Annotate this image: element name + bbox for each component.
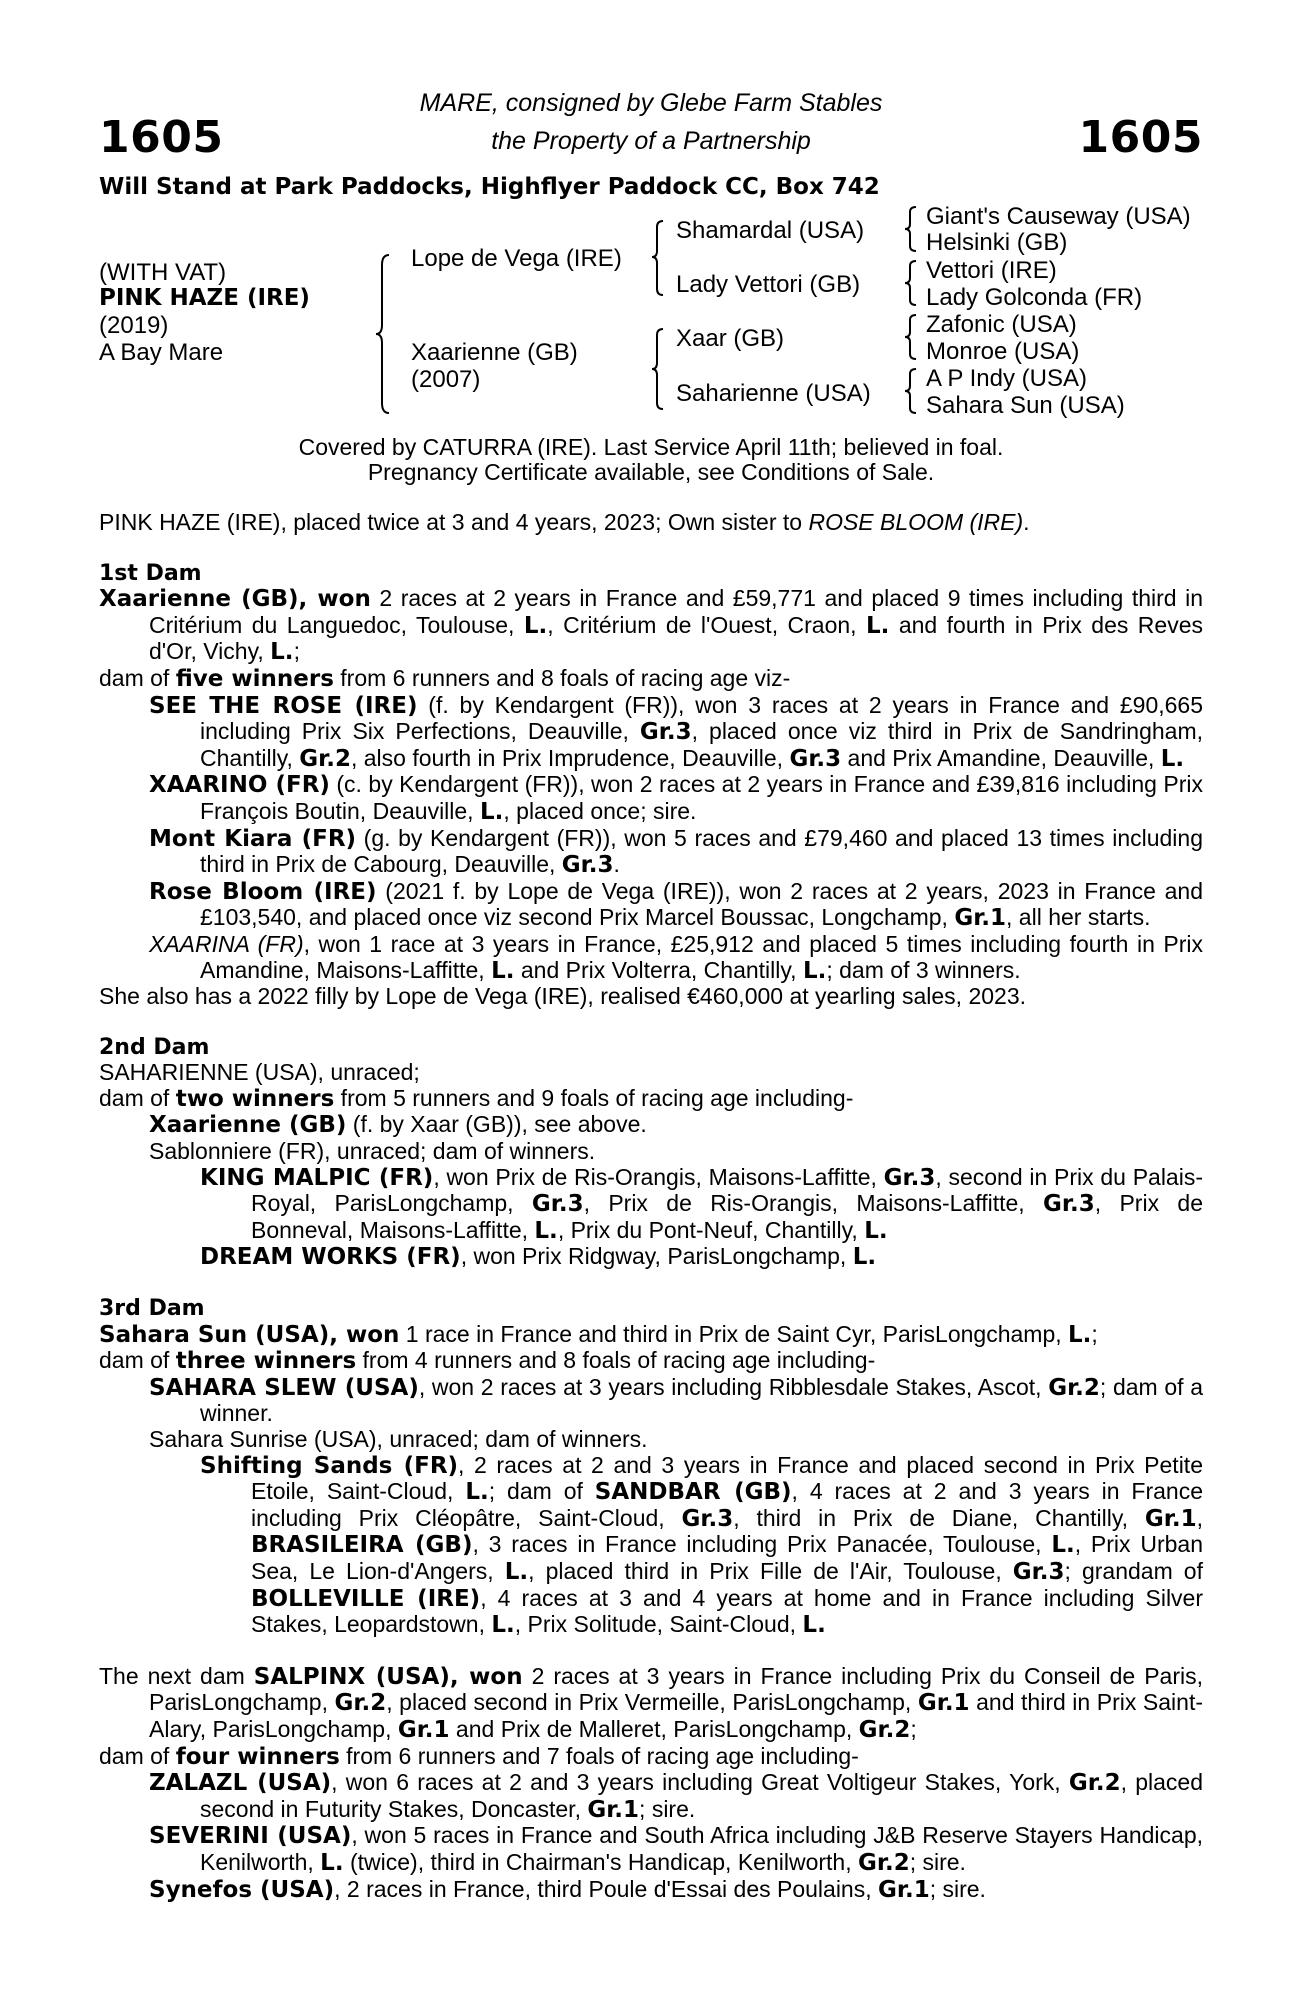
sire-sire: Shamardal (USA) <box>676 217 865 244</box>
first-dam-summary: dam of five winners from 6 runners and 8 foals of racing age viz- <box>99 664 791 692</box>
next-dam-record: The next dam SALPINX (USA), won 2 races at 3 years in France including Prix du Conseil de Paris, ParisLongchamp, Gr.2, placed second in Prix Vermeille, ParisLongchamp, Gr.1 and third in Prix Saint-Alary, ParisLongchamp, Gr.1 and Prix de Malleret, ParisLongchamp, Gr.2; <box>99 1662 1203 1743</box>
dam-sire-dam: Monroe (USA) <box>926 338 1080 365</box>
produce-xaarienne: Xaarienne (GB) (f. by Xaar (GB)), see above. <box>149 1111 647 1139</box>
covered-line: Covered by CATURRA (IRE). Last Service April 11th; believed in foal. <box>298 434 1004 460</box>
third-dam-summary: dam of three winners from 4 runners and 8 foals of racing age including- <box>99 1347 876 1375</box>
pedigree-bracket <box>651 219 667 299</box>
stand-location: Will Stand at Park Paddocks, Highflyer Paddock CC, Box 742 <box>99 174 880 200</box>
second-dam-heading: 2nd Dam <box>99 1034 210 1060</box>
sire-dam-sire: Vettori (IRE) <box>926 257 1057 284</box>
produce-sahara-sunrise: Sahara Sunrise (USA), unraced; dam of winners. <box>149 1426 648 1452</box>
lot-number-left: 1605 <box>99 112 224 163</box>
dam-sire: Xaar (GB) <box>676 325 785 352</box>
third-dam-record: Sahara Sun (USA), won 1 race in France and third in Prix de Saint Cyr, ParisLongchamp, L.; <box>99 1320 1098 1348</box>
first-dam-name: Xaarienne (GB), won <box>99 586 371 613</box>
next-dam-summary: dam of four winners from 6 runners and 7 foals of racing age including- <box>99 1742 859 1770</box>
produce-sahara-slew: SAHARA SLEW (USA), won 2 races at 3 years including Ribblesdale Stakes, Ascot, Gr.2; dam of a winner. <box>149 1373 1203 1427</box>
pedigree-bracket <box>904 205 920 253</box>
sire-dam: Lady Vettori (GB) <box>676 271 861 298</box>
second-dam-summary: dam of two winners from 5 runners and 9 foals of racing age including- <box>99 1084 854 1112</box>
first-dam-record: Xaarienne (GB), won 2 races at 2 years in France and £59,771 and placed 9 times including third in Critérium du Languedoc, Toulouse, L., Critérium de l'Ouest, Craon, L. and fourth in Prix des Reves d'Or, Vichy, L.; <box>99 585 1204 666</box>
pedigree-bracket <box>375 253 395 415</box>
pedigree-table <box>99 205 1203 425</box>
horse-year: (2019) <box>99 312 169 339</box>
pedigree-bracket <box>651 327 667 415</box>
pedigree-bracket <box>904 367 920 415</box>
dam-dam-dam: Sahara Sun (USA) <box>926 392 1125 419</box>
produce-severini: SEVERINI (USA), won 5 races in France and South Africa including J&B Reserve Stayers Handicap, Kenilworth, L. (twice), third in Chairman's Handicap, Kenilworth, Gr.2; sire. <box>149 1822 1204 1876</box>
summary-text: PINK HAZE (IRE), placed twice at 3 and 4 years, 2023; Own sister to <box>99 509 809 535</box>
produce-shifting-sands: Shifting Sands (FR), 2 races at 2 and 3 years in France and placed second in Prix Petite Etoile, Saint-Cloud, L.; dam of SANDBAR (GB), 4 races at 2 and 3 years in France including Prix Cléopâtre, Saint-Cloud, Gr.3, third in Prix de Diane, Chantilly, Gr.1, BRASILEIRA (GB), 3 races in France including Prix Panacée, Toulouse, L., Prix Urban Sea, Le Lion-d'Angers, L., placed third in Prix Fille de l'Air, Toulouse, Gr.3; grandam of BOLLEVILLE (IRE), 4 races at 3 and 4 years at home and in France including Silver Stakes, Leopardstown, L., Prix Solitude, Saint-Cloud, L. <box>200 1451 1204 1639</box>
sire-sire-sire: Giant's Causeway (USA) <box>926 203 1191 230</box>
pedigree-bracket <box>904 259 920 307</box>
produce-sablonniere: Sablonniere (FR), unraced; dam of winners. <box>149 1138 596 1165</box>
produce-xaarino: XAARINO (FR) (c. by Kendargent (FR)), won 2 races at 2 years in France and £39,816 including Prix François Boutin, Deauville, L., placed once; sire. <box>149 771 1203 825</box>
sire-dam-dam: Lady Golconda (FR) <box>926 284 1143 311</box>
sire-name: Lope de Vega (IRE) <box>411 245 622 272</box>
first-dam-heading: 1st Dam <box>99 560 202 586</box>
covering-note <box>99 435 1203 485</box>
produce-mont-kiara: Mont Kiara (FR) (g. by Kendargent (FR)), won 5 races and £79,460 and placed 13 times including third in Prix de Cabourg, Deauville, Gr.3. <box>149 824 1203 879</box>
produce-rose-bloom: Rose Bloom (IRE) (2021 f. by Lope de Vega (IRE)), won 2 races at 2 years, 2023 in France and £103,540, and placed once viz second Prix Marcel Boussac, Longchamp, Gr.1, all her starts. <box>149 877 1203 932</box>
summary-end: . <box>1023 509 1030 535</box>
produce-king-malpic: KING MALPIC (FR), won Prix de Ris-Orangis, Maisons-Laffitte, Gr.3, second in Prix du Palais-Royal, ParisLongchamp, Gr.3, Prix de Ris-Orangis, Maisons-Laffitte, Gr.3, Prix de Bonneval, Maisons-Laffitte, L., Prix du Pont-Neuf, Chantilly, L. <box>200 1163 1203 1244</box>
consignor-line: MARE, consigned by Glebe Farm Stables <box>419 89 883 117</box>
dam-year: (2007) <box>411 366 481 393</box>
vat-note: (WITH VAT) <box>99 259 227 286</box>
second-dam-record: SAHARIENNE (USA), unraced; <box>99 1059 420 1086</box>
property-line: the Property of a Partnership <box>491 127 811 155</box>
consignment-header <box>99 84 1203 160</box>
horse-description: A Bay Mare <box>99 339 224 366</box>
dam-name: Xaarienne (GB) <box>411 339 578 366</box>
catalogue-page <box>99 0 1203 2000</box>
dam-dam: Saharienne (USA) <box>676 380 871 407</box>
produce-synefos: Synefos (USA), 2 races in France, third Poule d'Essai des Poulains, Gr.1; sire. <box>149 1875 986 1903</box>
sire-sire-dam: Helsinki (GB) <box>926 229 1068 256</box>
dam-sire-sire: Zafonic (USA) <box>926 311 1077 338</box>
third-dam-heading: 3rd Dam <box>99 1296 205 1322</box>
produce-dream-works: DREAM WORKS (FR), won Prix Ridgway, ParisLongchamp, L. <box>200 1243 877 1271</box>
first-dam-also: She also has a 2022 filly by Lope de Vega (IRE), realised €460,000 at yearling sales, 2023. <box>99 983 1026 1010</box>
lot-number-right: 1605 <box>1078 112 1203 163</box>
dam-dam-sire: A P Indy (USA) <box>926 365 1087 392</box>
catalogue-body <box>99 510 1203 1903</box>
horse-name: PINK HAZE (IRE) <box>99 285 310 311</box>
pedigree-bracket <box>904 313 920 361</box>
produce-xaarina: XAARINA (FR), won 1 race at 3 years in France, £25,912 and placed 5 times including fourth in Prix Amandine, Maisons-Laffitte, L. and Prix Volterra, Chantilly, L.; dam of 3 winners. <box>149 930 1203 984</box>
horse-summary <box>99 510 1203 536</box>
pregnancy-line: Pregnancy Certificate available, see Conditions of Sale. <box>367 459 935 485</box>
produce-see-the-rose: SEE THE ROSE (IRE) (f. by Kendargent (FR)), won 3 races at 2 years in France and £90,665 including Prix Six Perfections, Deauville, Gr.3, placed once viz third in Prix de Sandringham, Chantilly, Gr.2, also fourth in Prix Imprudence, Deauville, Gr.3 and Prix Amandine, Deauville, L. <box>149 691 1204 772</box>
sister-name: ROSE BLOOM (IRE) <box>808 509 1024 535</box>
produce-zalazl: ZALAZL (USA), won 6 races at 2 and 3 years including Great Voltigeur Stakes, York, Gr.2, placed second in Futurity Stakes, Doncaster, Gr.1; sire. <box>149 1769 1203 1823</box>
